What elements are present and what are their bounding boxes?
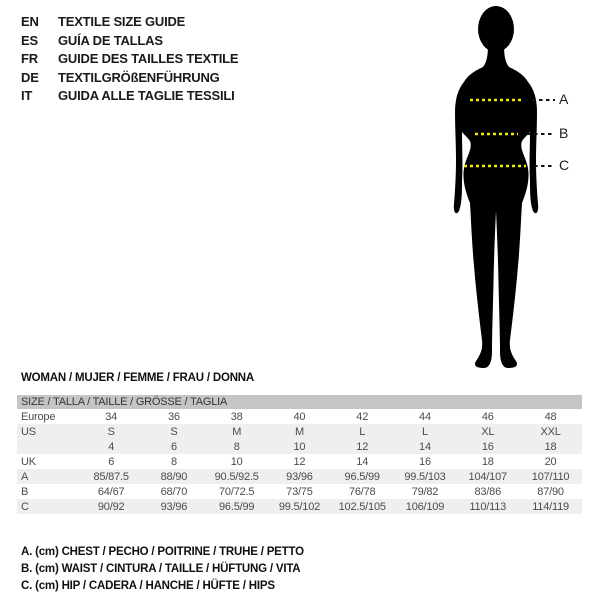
- size-cell: XL: [456, 424, 519, 439]
- size-cell: 90.5/92.5: [205, 469, 268, 484]
- measurement-legend: [21, 544, 304, 595]
- size-cell: 14: [356, 455, 369, 468]
- size-cell: 64/67: [97, 485, 125, 498]
- size-row-label: B: [21, 485, 29, 498]
- language-code: EN: [21, 14, 39, 29]
- size-row-us: [17, 424, 582, 439]
- size-cell: 12: [293, 455, 306, 468]
- size-cell: 70/72.5: [219, 485, 255, 498]
- size-cell: 20: [544, 455, 557, 468]
- size-cell: 16: [419, 455, 431, 468]
- size-row-us-numeric: [17, 439, 582, 454]
- language-code: ES: [21, 32, 38, 48]
- language-code: FR: [21, 51, 38, 66]
- language-title: GUIDA ALLE TAGLIE TESSILI: [58, 88, 235, 103]
- size-cell: M: [268, 424, 331, 439]
- size-cell: L: [331, 424, 394, 439]
- size-cell: 16: [456, 439, 519, 454]
- language-title: GUIDE DES TAILLES TEXTILE: [58, 51, 239, 66]
- size-row-uk: [17, 454, 582, 469]
- body-measurement-figure: [420, 4, 600, 370]
- size-cell: 8: [170, 455, 177, 468]
- size-row-label: A: [17, 469, 80, 484]
- silhouette-body: [459, 44, 533, 368]
- woman-silhouette: [420, 4, 600, 370]
- size-cell: 93/96: [143, 499, 206, 514]
- size-cell: M: [205, 424, 268, 439]
- size-row-label: US: [17, 424, 80, 439]
- legend-line: A. (cm) CHEST / PECHO / POITRINE / TRUHE / PETTO: [21, 546, 304, 558]
- language-row: [21, 50, 238, 69]
- size-table-header-row: [17, 395, 582, 409]
- language-row: [21, 69, 238, 88]
- size-cell: 14: [394, 439, 457, 454]
- gender-group-title: WOMAN / MUJER / FEMME / FRAU / DONNA: [21, 372, 255, 384]
- size-cell: 48: [544, 410, 557, 423]
- language-code: IT: [21, 88, 33, 103]
- size-cell: XXL: [519, 424, 582, 439]
- size-cell: 4: [80, 439, 143, 454]
- size-cell: 10: [230, 455, 243, 468]
- language-code: DE: [21, 69, 39, 85]
- size-cell: 114/119: [519, 499, 582, 514]
- size-cell: 8: [205, 439, 268, 454]
- size-cell: 40: [293, 410, 306, 423]
- size-cell: 18: [481, 455, 494, 468]
- size-cell: S: [143, 424, 206, 439]
- size-cell: 34: [105, 410, 118, 423]
- legend-line: B. (cm) WAIST / CINTURA / TAILLE / HÜFTUNG / VITA: [21, 563, 301, 575]
- language-title-list: [21, 13, 238, 106]
- language-row: [21, 32, 238, 51]
- size-cell: 93/96: [268, 469, 331, 484]
- language-title: TEXTILE SIZE GUIDE: [58, 14, 186, 29]
- size-cell: 6: [108, 455, 115, 468]
- size-cell: 18: [519, 439, 582, 454]
- size-cell: 90/92: [80, 499, 143, 514]
- size-cell: 73/75: [286, 485, 313, 498]
- size-cell: 87/90: [537, 485, 564, 498]
- size-row-label: C: [17, 499, 80, 514]
- size-table: [17, 395, 582, 514]
- size-cell: S: [80, 424, 143, 439]
- size-cell: 6: [143, 439, 206, 454]
- size-row-europe: [17, 409, 582, 424]
- size-cell: 36: [167, 410, 180, 423]
- size-cell: 44: [419, 410, 431, 423]
- language-title: GUÍA DE TALLAS: [58, 32, 163, 48]
- language-row: [21, 13, 238, 32]
- size-cell: 10: [268, 439, 331, 454]
- size-cell: 68/70: [160, 485, 188, 498]
- marker-label-hip: C: [559, 157, 570, 173]
- marker-label-waist: B: [559, 125, 569, 141]
- size-cell: 88/90: [143, 469, 206, 484]
- size-row-b: [17, 484, 582, 499]
- language-title: TEXTILGRÖßENFÜHRUNG: [58, 69, 220, 85]
- size-row-a: [17, 469, 582, 484]
- size-cell: 76/78: [348, 485, 376, 498]
- size-cell: 102.5/105: [331, 499, 394, 514]
- size-cell: 110/113: [456, 499, 519, 514]
- language-row: [21, 87, 238, 106]
- size-cell: 96.5/99: [205, 499, 268, 514]
- size-cell: 96.5/99: [331, 469, 394, 484]
- size-row-label: Europe: [21, 410, 56, 423]
- size-row-label: [17, 439, 80, 454]
- size-cell: 83/86: [474, 485, 501, 498]
- size-cell: 107/110: [519, 469, 582, 484]
- size-cell: 99.5/102: [268, 499, 331, 514]
- size-cell: 79/82: [411, 485, 439, 498]
- size-cell: 85/87.5: [80, 469, 143, 484]
- size-table-header: SIZE / TALLA / TAILLE / GRÖSSE / TAGLIA: [17, 395, 582, 409]
- size-cell: 12: [331, 439, 394, 454]
- size-cell: 104/107: [456, 469, 519, 484]
- size-cell: 38: [230, 410, 243, 423]
- size-cell: 106/109: [394, 499, 457, 514]
- size-cell: 99.5/103: [394, 469, 457, 484]
- size-cell: 46: [481, 410, 494, 423]
- marker-label-chest: A: [559, 91, 569, 107]
- size-row-label: UK: [21, 455, 36, 468]
- size-row-c: [17, 499, 582, 514]
- legend-line: C. (cm) HIP / CADERA / HANCHE / HÜFTE / HIPS: [21, 580, 275, 592]
- size-cell: L: [394, 424, 457, 439]
- size-cell: 42: [356, 410, 369, 423]
